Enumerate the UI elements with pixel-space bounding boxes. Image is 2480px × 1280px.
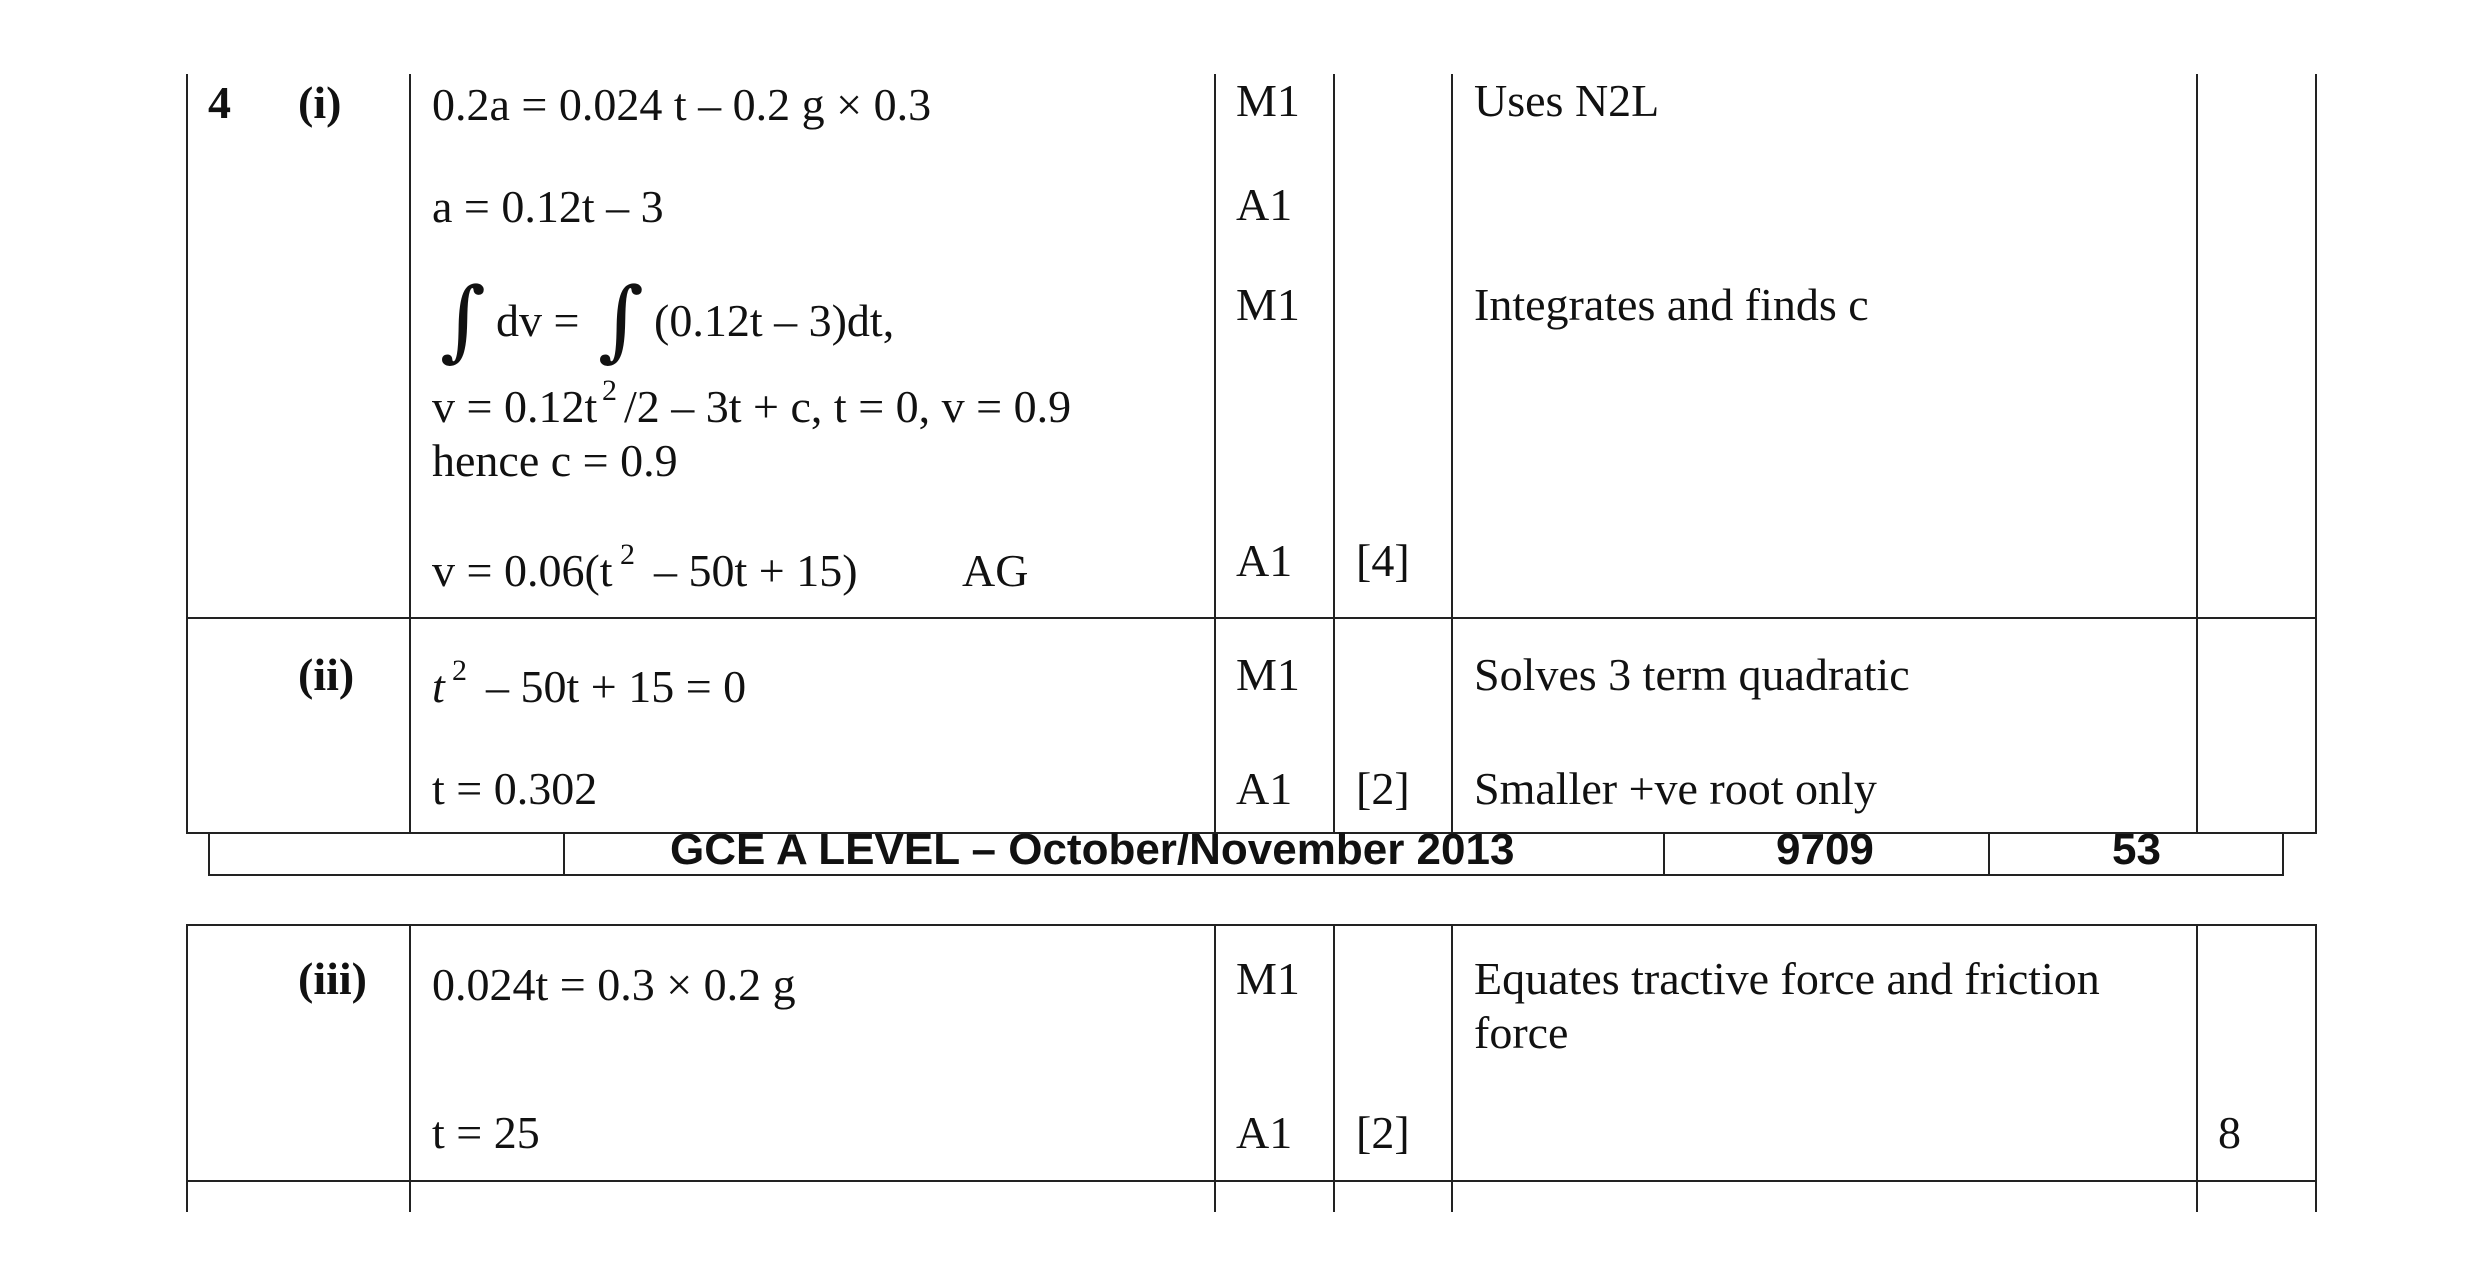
table-divider: [409, 74, 411, 834]
header-title: GCE A LEVEL – October/November 2013: [670, 825, 1515, 874]
answer-line-equate: 0.024t = 0.3 × 0.2 g: [432, 959, 796, 1010]
header-divider: [563, 832, 565, 876]
answer-line-integral-rhs: (0.12t – 3)dt,: [654, 295, 895, 346]
answer-line-velocity-a: v = 0.12t: [432, 381, 598, 432]
table-divider: [1333, 924, 1335, 1212]
superscript: 2: [620, 538, 635, 571]
mark-m1: M1: [1236, 75, 1300, 126]
part-label-iii: (iii): [298, 953, 367, 1004]
superscript: 2: [602, 374, 617, 407]
answer-line-velocity-b: /2 – 3t + c, t = 0, v = 0.9: [624, 381, 1072, 432]
guidance-root: Smaller +ve root only: [1474, 763, 1877, 814]
table-divider: [2196, 924, 2198, 1212]
header-divider: [2282, 832, 2284, 876]
guidance-equate-line2: force: [1474, 1007, 1569, 1058]
answer-line-result: t = 25: [432, 1107, 540, 1158]
answer-line-integral-lhs: dv =: [496, 295, 580, 346]
integral-sign-icon: ∫: [598, 268, 644, 371]
header-divider: [208, 832, 210, 876]
guidance-n2l: Uses N2L: [1474, 75, 1660, 126]
mark-m1: M1: [1236, 279, 1300, 330]
part-total: [4]: [1356, 535, 1410, 586]
answer-line-final-a: v = 0.06(t: [432, 545, 613, 596]
guidance-quadratic: Solves 3 term quadratic: [1474, 649, 1910, 700]
table-border-left: [186, 924, 188, 1212]
table-divider: [2196, 74, 2198, 834]
part-total: [2]: [1356, 1107, 1410, 1158]
table-border-top: [186, 924, 2317, 926]
answer-given-label: AG: [962, 545, 1029, 596]
header-paper: 53: [2112, 825, 2161, 874]
superscript: 2: [452, 654, 467, 687]
header-syllabus: 9709: [1776, 825, 1874, 874]
table-divider: [1451, 924, 1453, 1212]
mark-m1: M1: [1236, 953, 1300, 1004]
table-divider: [1333, 74, 1335, 834]
mark-a1: A1: [1236, 763, 1293, 814]
header-border-bottom: [208, 874, 2284, 876]
row-separator: [186, 1180, 2317, 1182]
table-divider: [409, 924, 411, 1212]
header-divider: [1663, 832, 1665, 876]
table-divider: [1451, 74, 1453, 834]
part-total: [2]: [1356, 763, 1410, 814]
mark-a1: A1: [1236, 535, 1293, 586]
integral-sign-icon: ∫: [440, 268, 486, 371]
guidance-integrate: Integrates and finds c: [1474, 279, 1869, 330]
table-border-right: [2315, 74, 2317, 834]
table-divider: [1214, 924, 1216, 1212]
table-border-left: [186, 74, 188, 834]
header-divider: [1988, 832, 1990, 876]
answer-line-quadratic-b: – 50t + 15 = 0: [486, 661, 747, 712]
answer-line-accel: a = 0.12t – 3: [432, 181, 664, 232]
answer-line-hence: hence c = 0.9: [432, 435, 678, 486]
table-border-right: [2315, 924, 2317, 1212]
table-divider: [1214, 74, 1216, 834]
answer-line-n2l: 0.2a = 0.024 t – 0.2 g × 0.3: [432, 79, 932, 130]
answer-line-quadratic-a: t: [432, 661, 445, 712]
mark-m1: M1: [1236, 649, 1300, 700]
answer-line-final-b: – 50t + 15): [654, 545, 858, 596]
question-total: 8: [2218, 1107, 2241, 1158]
guidance-equate-line1: Equates tractive force and friction: [1474, 953, 2100, 1004]
mark-a1: A1: [1236, 1107, 1293, 1158]
question-number: 4: [208, 77, 231, 128]
part-label-ii: (ii): [298, 649, 355, 700]
answer-line-root: t = 0.302: [432, 763, 598, 814]
part-label-i: (i): [298, 77, 342, 128]
row-separator: [186, 617, 2317, 619]
mark-a1: A1: [1236, 179, 1293, 230]
